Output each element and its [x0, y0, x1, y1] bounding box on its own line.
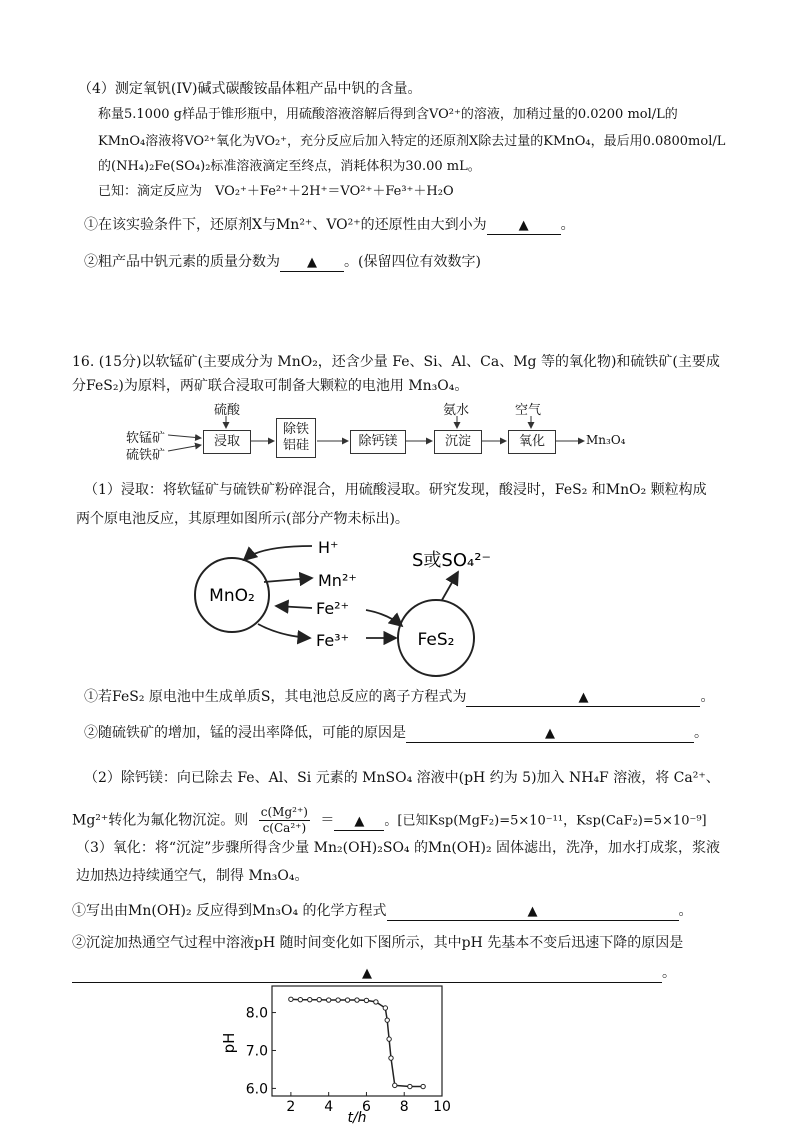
arrow-fes2-to-fe2plus	[366, 610, 402, 626]
part3-line2: 边加热边持续通空气，制得 Mn₃O₄。	[76, 868, 309, 884]
data-point	[374, 1000, 378, 1004]
arrow-hplus-to-mno2	[244, 546, 312, 560]
reagent-air: 空气	[515, 403, 542, 418]
arrow-fe2plus-to-mno2	[276, 606, 312, 608]
part1-line2: 两个原电池反应，其原理如图所示(部分产物未标出)。	[76, 511, 409, 527]
data-point	[389, 1056, 393, 1060]
data-point	[326, 998, 330, 1002]
s-or-sulfate-label: S或SO₄²⁻	[412, 550, 491, 571]
data-point	[364, 998, 368, 1002]
part2-equals: ＝	[320, 812, 335, 829]
part4-line1: 称量5.1000 g样品于锥形瓶中，用硫酸溶液溶解后得到含VO²⁺的溶液，加稍过量的0.0200 mol/L的	[98, 107, 678, 122]
part4-heading: （4）测定氧钒(IV)碱式碳酸铵晶体粗产品中钒的含量。	[78, 81, 422, 97]
data-point	[298, 997, 302, 1001]
arrow-pyrite-to-leach	[168, 445, 201, 451]
input-pyrite: 硫铁矿	[126, 448, 166, 463]
galvanic-cell-diagram	[170, 528, 500, 688]
part1-q1-text: ①若FeS₂ 原电池中生成单质S，其电池总反应的离子方程式为	[84, 689, 467, 705]
fe3plus-label: Fe³⁺	[316, 631, 350, 650]
fraction-numerator: c(Mg²⁺)	[260, 805, 308, 819]
part4-q2-end: 。(保留四位有效数字)	[344, 254, 481, 270]
part3-q1-text: ①写出由Mn(OH)₂ 反应得到Mn₃O₄ 的化学方程式	[72, 903, 387, 919]
triangle-marker-icon: ▲	[307, 255, 317, 270]
step-leaching: 浸取	[203, 430, 251, 454]
x-axis-label: t/h	[347, 1110, 367, 1126]
x-tick-label: 4	[324, 1099, 334, 1115]
arrow-fes2-to-product	[442, 572, 458, 600]
data-point	[421, 1084, 425, 1088]
triangle-marker-icon: ▲	[578, 690, 589, 705]
y-axis-label: pH	[220, 1032, 238, 1054]
y-tick-label: 7.0	[245, 1043, 268, 1060]
input-pyrolusite: 软锰矿	[126, 431, 166, 446]
data-point	[308, 997, 312, 1001]
part4-q1-end: 。	[560, 217, 575, 233]
answer-blank[interactable]	[466, 689, 700, 707]
answer-blank[interactable]	[406, 725, 694, 743]
data-point	[393, 1083, 397, 1087]
q16-intro-line1: 16. (15分)以软锰矿(主要成分为 MnO₂，还含少量 Fe、Si、Al、Ca、Mg 等的氧化物)和硫铁矿(主要成	[72, 354, 720, 370]
part1-q1-end: 。	[700, 689, 715, 705]
flowchart-arrows	[0, 0, 800, 470]
mn2plus-label: Mn²⁺	[318, 571, 357, 590]
data-point	[355, 998, 359, 1002]
x-tick-label: 8	[399, 1099, 409, 1115]
arrow-mno2-to-fe3plus	[258, 624, 310, 638]
reagent-ammonia: 氨水	[443, 403, 470, 418]
answer-blank[interactable]	[387, 903, 679, 921]
part3-line1: （3）氧化：将“沉淀”步骤所得含少量 Mn₂(OH)₂SO₄ 的Mn(OH)₂ 固体滤出，洗净，加水打成浆，浆液	[76, 840, 721, 856]
q16-intro-line2: 分FeS₂)为原料，两矿联合浸取可制备大颗粒的电池用 Mn₃O₄。	[72, 378, 469, 394]
ph-series-line	[291, 999, 423, 1086]
y-tick-label: 6.0	[245, 1081, 268, 1098]
part1-line1: （1）浸取：将软锰矿与硫铁矿粉碎混合，用硫酸浸取。研究发现，酸浸时，FeS₂ 和MnO₂ 颗粒构成	[84, 482, 707, 498]
product-mn3o4: Mn₃O₄	[586, 433, 626, 447]
part2-line1: （2）除钙镁：向已除去 Fe、Al、Si 元素的 MnSO₄ 溶液中(pH 约为 5)加入 NH₄F 溶液，将 Ca²⁺、	[84, 770, 720, 786]
data-point	[387, 1037, 391, 1041]
triangle-marker-icon: ▲	[362, 966, 372, 981]
part2-line2	[72, 805, 707, 836]
step-precipitation: 沉淀	[434, 430, 482, 454]
data-point	[289, 997, 293, 1001]
y-tick-label: 8.0	[245, 1005, 268, 1022]
data-point	[385, 1018, 389, 1022]
hplus-label: H⁺	[318, 538, 339, 557]
part1-question2	[84, 724, 708, 743]
part4-q2-text: ②粗产品中钒元素的质量分数为	[84, 254, 280, 270]
data-point	[408, 1084, 412, 1088]
arrow-mno2-to-mn2plus	[264, 578, 312, 582]
fe2plus-label: Fe²⁺	[316, 599, 350, 618]
part4-line4: 已知：滴定反应为 VO₂⁺＋Fe²⁺＋2H⁺＝VO²⁺＋Fe³⁺＋H₂O	[98, 184, 454, 199]
step-remove-ca-mg: 除钙镁	[350, 430, 406, 454]
part2-text: Mg²⁺转化为氟化物沉淀。则	[72, 812, 249, 829]
fraction-denominator: c(Ca²⁺)	[262, 821, 307, 835]
fes2-label: FeS₂	[417, 630, 455, 650]
part3-q1-end: 。	[678, 903, 693, 919]
x-tick-label: 2	[286, 1099, 296, 1115]
data-point	[317, 997, 321, 1001]
part1-q2-text: ②随硫铁矿的增加，锰的浸出率降低，可能的原因是	[84, 725, 406, 741]
part4-line3: 的(NH₄)₂Fe(SO₄)₂标准溶液滴定至终点，消耗体积为30.00 mL。	[98, 159, 481, 174]
part3-question1	[72, 902, 693, 921]
data-point	[383, 1006, 387, 1010]
part4-line2: KMnO₄溶液将VO²⁺氧化为VO₂⁺，充分反应后加入特定的还原剂X除去过量的KMnO₄，最后用0.0800mol/L	[98, 134, 726, 149]
step-oxidation: 氧化	[508, 430, 556, 454]
ph-time-chart	[210, 978, 470, 1126]
reagent-sulfuric-acid: 硫酸	[214, 403, 241, 418]
x-tick-label: 10	[433, 1099, 451, 1115]
part3-question2: ②沉淀加热通空气过程中溶液pH 随时间变化如下图所示，其中pH 先基本不变后迅速下降的原因是	[72, 935, 684, 951]
part2-known-ksp: 。[已知Ksp(MgF₂)=5×10⁻¹¹，Ksp(CaF₂)=5×10⁻⁹]	[384, 813, 707, 829]
triangle-marker-icon: ▲	[527, 904, 538, 919]
part4-q1-text: ①在该实验条件下，还原剂X与Mn²⁺、VO²⁺的还原性由大到小为	[84, 217, 487, 233]
data-point	[345, 998, 349, 1002]
step-remove-fe-al-si: 除铁铝硅	[276, 418, 316, 458]
triangle-marker-icon: ▲	[545, 726, 555, 741]
part1-q2-end: 。	[694, 725, 708, 741]
arrow-pyrolusite-to-leach	[168, 435, 201, 438]
data-point	[336, 998, 340, 1002]
triangle-marker-icon: ▲	[354, 813, 365, 829]
mno2-label: MnO₂	[209, 586, 255, 606]
part1-question1	[84, 688, 714, 707]
part3-q2-end: 。	[662, 965, 676, 981]
x-tick-label: 6	[361, 1099, 371, 1115]
triangle-marker-icon: ▲	[518, 218, 529, 233]
answer-blank[interactable]	[334, 813, 384, 831]
concentration-ratio-fraction	[259, 805, 310, 836]
